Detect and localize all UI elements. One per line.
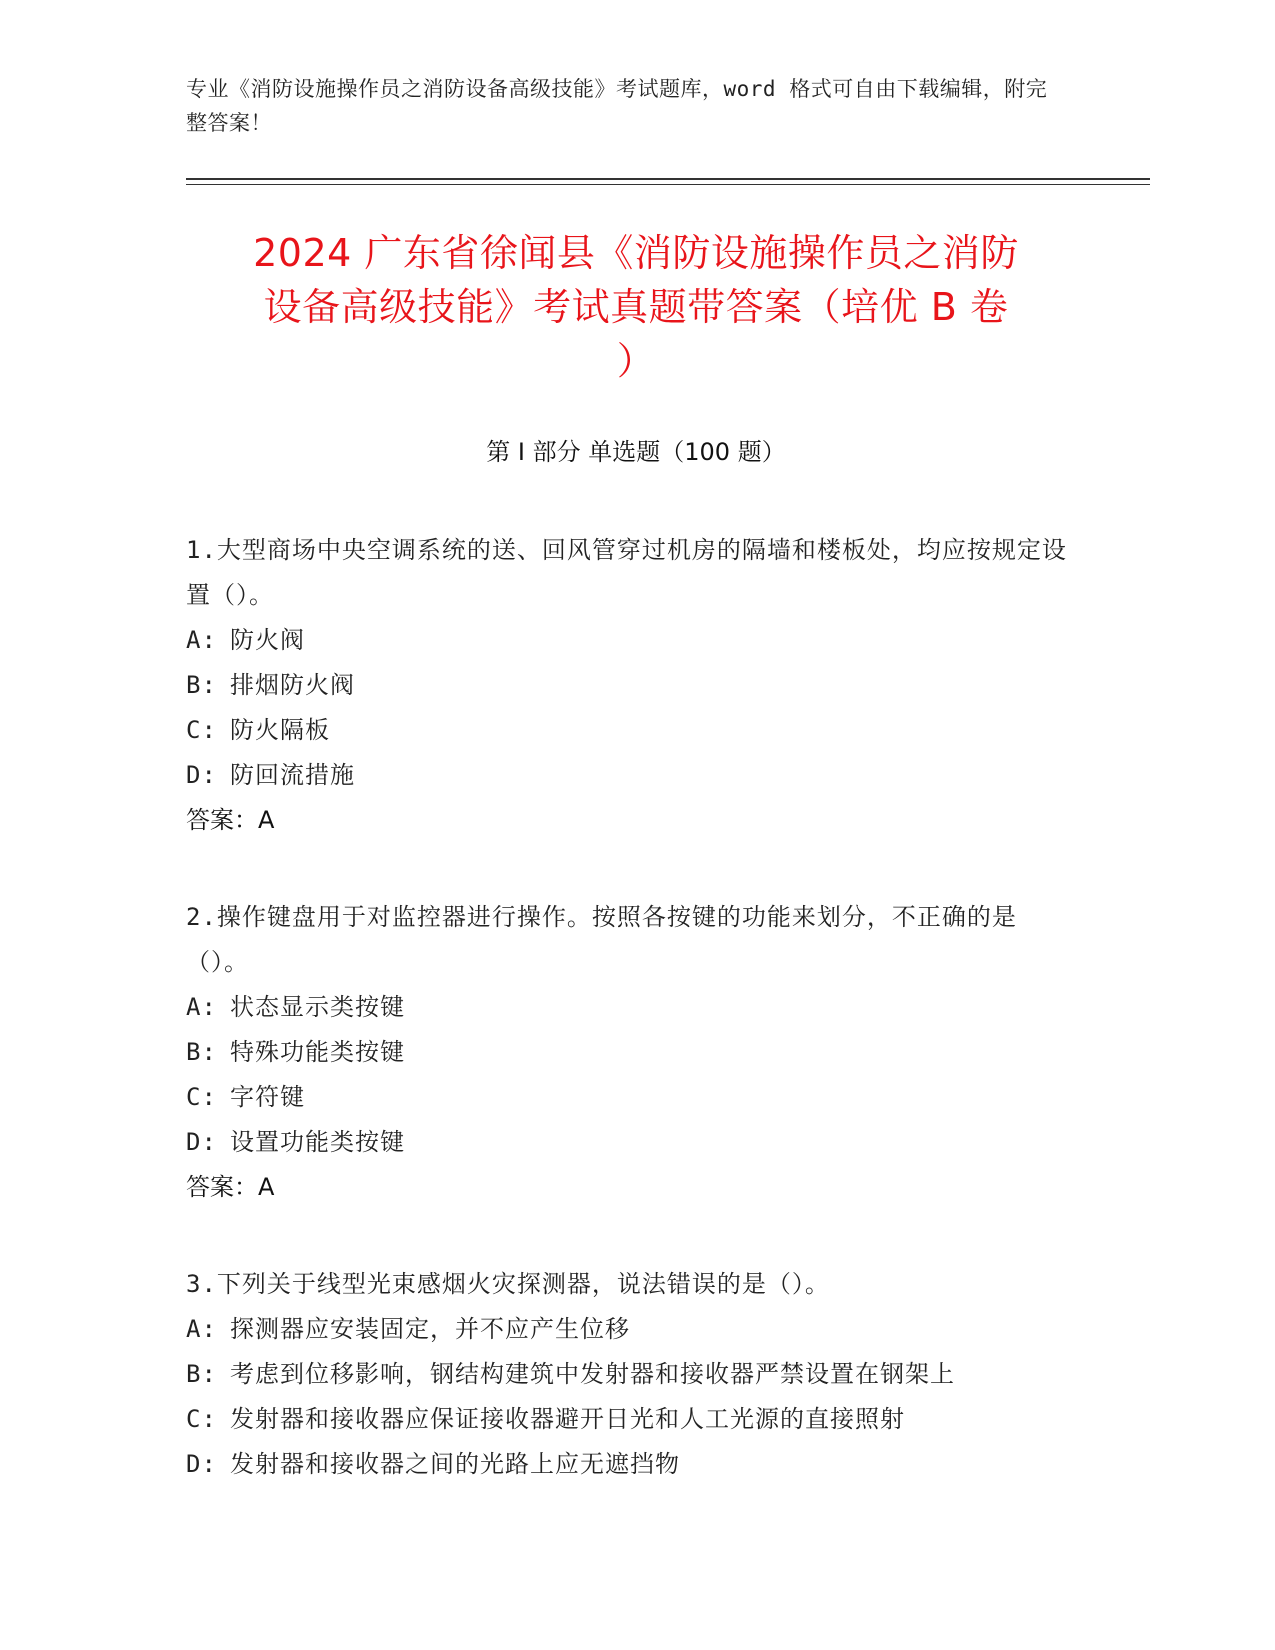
option-text: 防火阀 [230,626,305,654]
document-title-line-2: 设备高级技能》考试真题带答案（培优 B 卷 [263,285,1009,329]
option-letter: C: [186,1405,217,1433]
question-stem: 3.下列关于线型光束感烟火灾探测器，说法错误的是（）。 [186,1270,830,1298]
option-letter: B: [186,671,217,699]
option-b [186,1352,1076,1397]
option-letter: D: [186,1450,217,1478]
option-b [186,1030,1076,1075]
header-note: 专业《消防设施操作员之消防设备高级技能》考试题库，word 格式可自由下载编辑，附完整答案！ [186,77,1048,135]
option-letter: A: [186,1315,217,1343]
answer-line: 答案：A [186,1173,275,1201]
question-stem: 2.操作键盘用于对监控器进行操作。按照各按键的功能来划分，不正确的是（）。 [186,903,1017,976]
option-d [186,1442,1076,1487]
question-1 [186,528,1076,843]
option-letter: C: [186,716,217,744]
option-letter: D: [186,761,217,789]
question-2 [186,895,1076,1210]
document-title [186,226,1086,388]
question-list [186,528,1076,1539]
question-stem: 1.大型商场中央空调系统的送、回风管穿过机房的隔墙和楼板处，均应按规定设置（）。 [186,536,1067,609]
option-letter: B: [186,1038,217,1066]
question-3 [186,1262,1076,1487]
section-heading: 第 I 部分 单选题（100 题） [486,438,786,466]
option-letter: C: [186,1083,217,1111]
option-a [186,1307,1076,1352]
option-text: 防火隔板 [230,716,330,744]
option-b [186,663,1076,708]
option-c [186,1397,1076,1442]
option-text: 字符键 [230,1083,305,1111]
option-text: 发射器和接收器应保证接收器避开日光和人工光源的直接照射 [230,1405,905,1433]
option-d [186,753,1076,798]
option-text: 发射器和接收器之间的光路上应无遮挡物 [230,1450,680,1478]
header-divider-thin [186,184,1150,185]
document-title-line-3: ） [616,339,656,383]
option-letter: A: [186,993,217,1021]
option-text: 防回流措施 [230,761,355,789]
option-c [186,1075,1076,1120]
option-letter: D: [186,1128,217,1156]
option-letter: A: [186,626,217,654]
answer-line: 答案：A [186,806,275,834]
option-text: 考虑到位移影响，钢结构建筑中发射器和接收器严禁设置在钢架上 [230,1360,955,1388]
option-text: 特殊功能类按键 [230,1038,405,1066]
option-text: 状态显示类按键 [230,993,405,1021]
header-divider-thick [186,178,1150,180]
document-title-line-1: 2024 广东省徐闻县《消防设施操作员之消防 [253,231,1019,275]
option-letter: B: [186,1360,217,1388]
option-c [186,708,1076,753]
option-text: 探测器应安装固定，并不应产生位移 [230,1315,630,1343]
option-text: 排烟防火阀 [230,671,355,699]
option-d [186,1120,1076,1165]
option-text: 设置功能类按键 [230,1128,405,1156]
option-a [186,618,1076,663]
option-a [186,985,1076,1030]
